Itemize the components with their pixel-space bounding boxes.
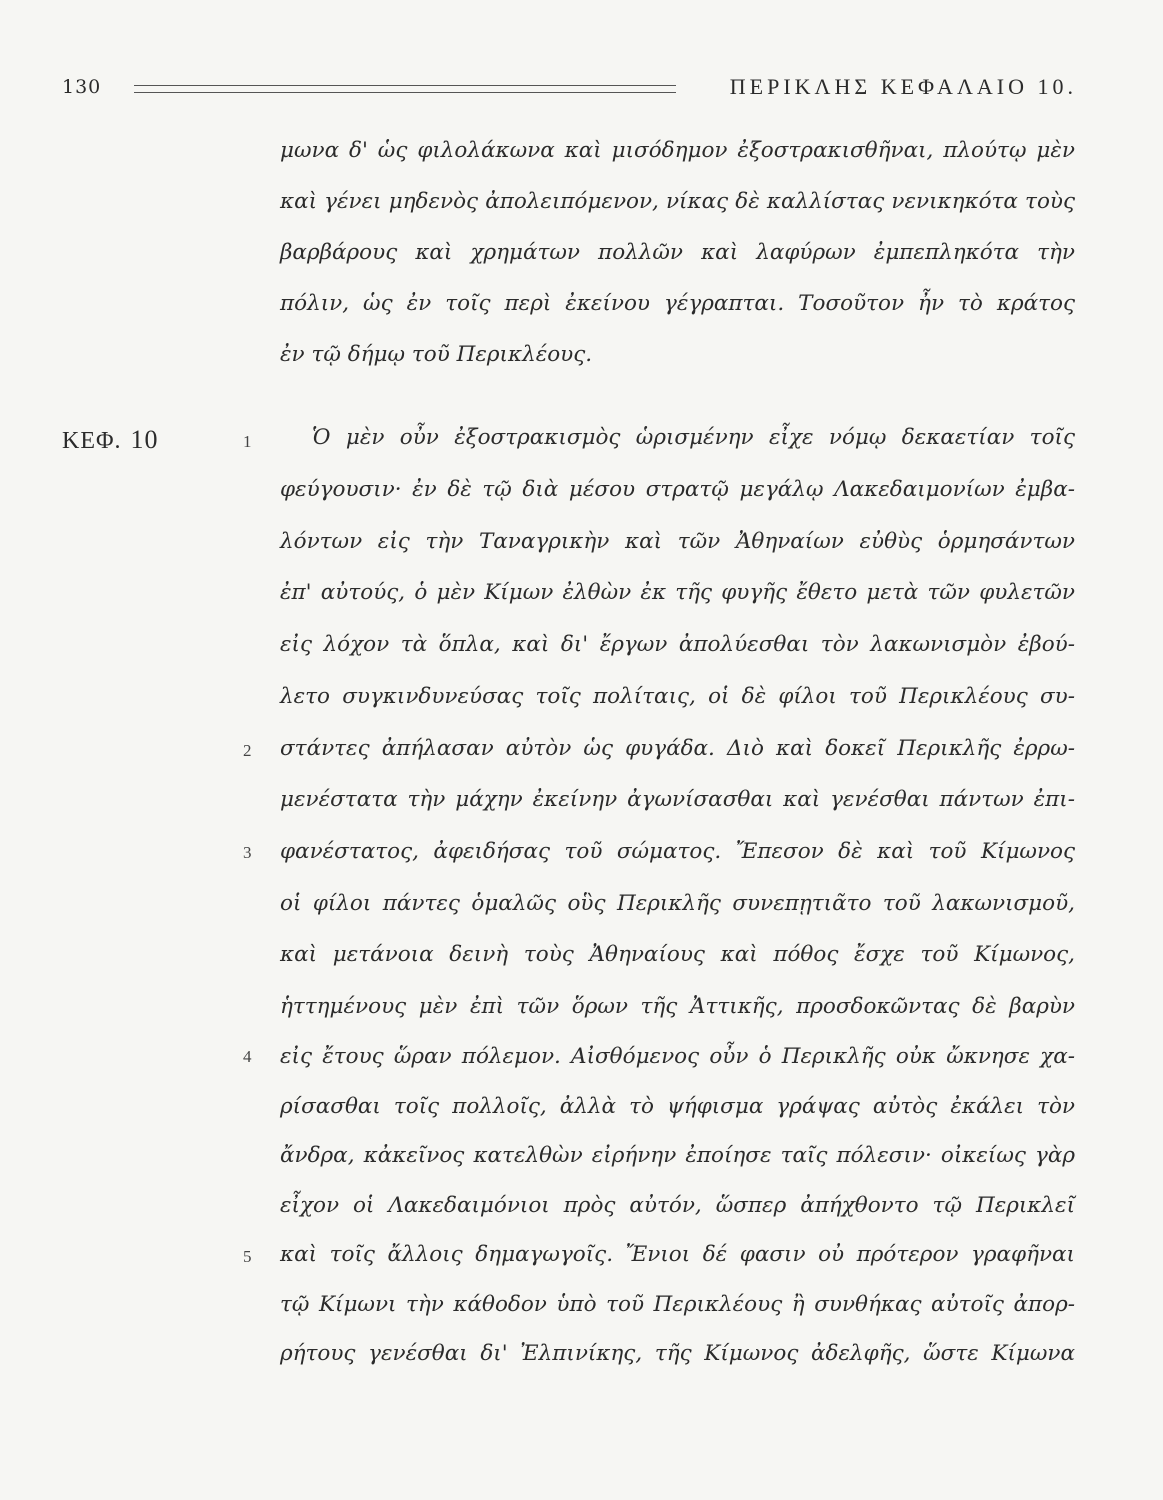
section-number: 2 [243,741,252,760]
text-line: φεύγουσιν· ἐν δὲ τῷ διὰ μέσου στρατῷ μεγάλῳ Λακεδαιμονίων ἐμβα- [280,477,1075,502]
text-line: ρίσασθαι τοῖς πολλοῖς, ἀλλὰ τὸ ψήφισμα γράψας αὐτὸς ἐκάλει τὸν [280,1094,1075,1119]
page-number: 130 [62,76,102,98]
text-line: λετο συγκινδυνεύσας τοῖς πολίταις, οἱ δὲ φίλοι τοῦ Περικλέους συ- [280,684,1075,709]
section-number: 3 [243,843,252,862]
text-line: πόλιν, ὡς ἐν τοῖς περὶ ἐκείνου γέγραπται. Τοσοῦτον ἦν τὸ κράτος [280,291,1075,316]
header-rule [134,85,676,93]
running-title: ΠΕΡΙΚΛΗΣ ΚΕΦΑΛΑΙΟ 10. [729,74,1077,99]
text-line: μενέστατα τὴν μάχην ἐκείνην ἀγωνίσασθαι καὶ γενέσθαι πάντων ἐπι- [280,787,1075,812]
text-line: οἱ φίλοι πάντες ὁμαλῶς οὓς Περικλῆς συνεπῃτιᾶτο τοῦ λακωνισμοῦ, [280,891,1075,916]
text-line: ἄνδρα, κἀκεῖνος κατελθὼν εἰρήνην ἐποίησε ταῖς πόλεσιν· οἰκείως γὰρ [280,1143,1075,1168]
text-line: καὶ τοῖς ἄλλοις δημαγωγοῖς. Ἔνιοι δέ φασιν οὐ πρότερον γραφῆναι [280,1242,1075,1267]
margin-chapter-label [62,425,159,455]
text-line: τῷ Κίμωνι τὴν κάθοδον ὑπὸ τοῦ Περικλέους ἢ συνθήκας αὐτοῖς ἀπορ- [280,1292,1075,1317]
chapter-number: 10 [130,425,159,454]
section-number: 1 [243,432,252,451]
text-line: βαρβάρους καὶ χρημάτων πολλῶν καὶ λαφύρων ἐμπεπληκότα τὴν [280,240,1075,265]
text-line: λόντων εἰς τὴν Ταναγρικὴν καὶ τῶν Ἀθηναίων εὐθὺς ὁρμησάντων [280,529,1075,554]
text-line: ἐπ' αὐτούς, ὁ μὲν Κίμων ἐλθὼν ἐκ τῆς φυγῆς ἔθετο μετὰ τῶν φυλετῶν [280,580,1075,605]
text-line: καὶ μετάνοια δεινὴ τοὺς Ἀθηναίους καὶ πόθος ἔσχε τοῦ Κίμωνος, [280,942,1075,967]
text-line: ἐν τῷ δήμῳ τοῦ Περικλέους. [280,342,593,367]
text-line: καὶ γένει μηδενὸς ἀπολειπόμενον, νίκας δὲ καλλίστας νενικηκότα τοὺς [280,189,1075,214]
page-header [62,74,1077,106]
text-line: μωνα δ' ὡς φιλολάκωνα καὶ μισόδημον ἐξοστρακισθῆναι, πλούτῳ μὲν [280,138,1075,163]
section-number: 4 [243,1047,252,1066]
text-line: ἡττημένους μὲν ἐπὶ τῶν ὅρων τῆς Ἀττικῆς, προσδοκῶντας δὲ βαρὺν [280,994,1075,1019]
section-number: 5 [243,1247,252,1266]
text-line: Ὁ μὲν οὖν ἐξοστρακισμὸς ὡρισμένην εἶχε νόμῳ δεκαετίαν τοῖς [312,425,1075,450]
text-line: εἶχον οἱ Λακεδαιμόνιοι πρὸς αὐτόν, ὥσπερ ἀπήχθοντο τῷ Περικλεῖ [280,1193,1075,1218]
chapter-label: ΚΕΦ. [62,428,122,454]
text-line: εἰς λόχον τὰ ὅπλα, καὶ δι' ἔργων ἀπολύεσθαι τὸν λακωνισμὸν ἐβού- [280,632,1075,657]
text-line: στάντες ἀπήλασαν αὐτὸν ὡς φυγάδα. Διὸ καὶ δοκεῖ Περικλῆς ἐρρω- [280,736,1075,761]
text-line: ρήτους γενέσθαι δι' Ἐλπινίκης, τῆς Κίμωνος ἀδελφῆς, ὥστε Κίμωνα [280,1341,1075,1366]
text-line: φανέστατος, ἀφειδήσας τοῦ σώματος. Ἔπεσον δὲ καὶ τοῦ Κίμωνος [280,839,1075,864]
text-line: εἰς ἔτους ὥραν πόλεμον. Αἰσθόμενος οὖν ὁ Περικλῆς οὐκ ὤκνησε χα- [280,1044,1075,1069]
